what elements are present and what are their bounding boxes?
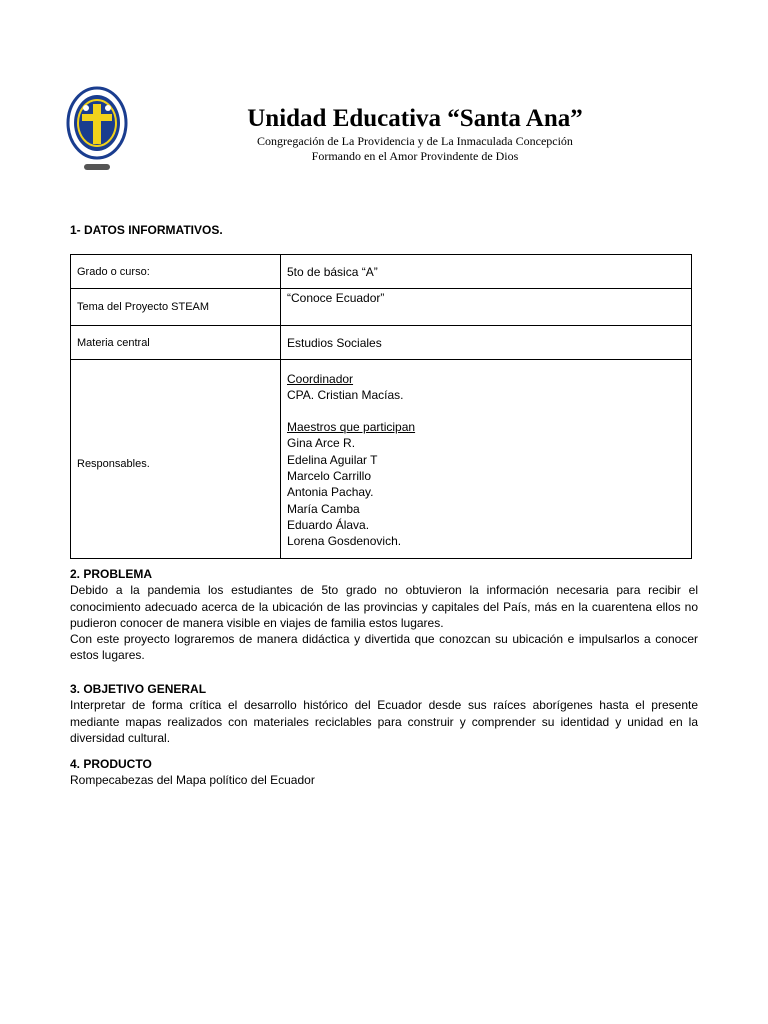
row-value: 5to de básica “A” (281, 255, 692, 289)
table-row (71, 255, 692, 289)
section-title-datos: 1- DATOS INFORMATIVOS. (70, 223, 223, 237)
row-label: Tema del Proyecto STEAM (71, 289, 281, 326)
school-logo (66, 86, 128, 176)
maestros-heading: Maestros que participan (287, 420, 416, 435)
responsables-value (281, 360, 692, 559)
motto-subtitle: Formando en el Amor Provindente de Dios (311, 149, 519, 163)
coordinador-heading: Coordinador (287, 371, 354, 386)
problema-paragraph-2: Con este proyecto lograremos de manera didáctica y divertida que conozcan su ubicación e impulsarlos a conocer estos lugares. (70, 632, 698, 663)
list-item: Antonia Pachay. (287, 485, 374, 500)
table-row (71, 326, 692, 360)
coordinador-name: CPA. Cristian Macías. (287, 387, 404, 402)
row-label: Materia central (71, 326, 281, 360)
document-header (160, 104, 670, 164)
section-title-problema: 2. PROBLEMA (70, 567, 153, 581)
table-row (71, 360, 692, 559)
congregation-subtitle: Congregación de La Providencia y de La Inmaculada Concepción (257, 134, 573, 148)
list-item: Marcelo Carrillo (287, 469, 372, 483)
section-title-objetivo: 3. OBJETIVO GENERAL (70, 682, 207, 696)
row-label: Grado o curso: (71, 255, 281, 289)
list-item: Gina Arce R. (287, 436, 356, 451)
section-producto (70, 756, 698, 789)
responsables-label: Responsables. (71, 360, 281, 559)
list-item: Eduardo Álava. (287, 517, 370, 532)
section-problema (70, 566, 698, 664)
list-item: María Camba (287, 501, 360, 516)
info-table (70, 254, 692, 559)
row-value: Estudios Sociales (281, 326, 692, 360)
producto-paragraph: Rompecabezas del Mapa político del Ecuador (70, 773, 315, 788)
school-name: Unidad Educativa “Santa Ana” (247, 105, 583, 132)
row-value: “Conoce Ecuador” (281, 289, 692, 326)
section-objetivo (70, 681, 698, 746)
list-item: Lorena Gosdenovich. (287, 534, 402, 549)
list-item: Edelina Aguilar T (287, 452, 378, 467)
section-title-producto: 4. PRODUCTO (70, 757, 152, 771)
objetivo-paragraph: Interpretar de forma crítica el desarrollo histórico del Ecuador desde sus raíces aborígenes hasta el presente mediante mapas realizados con materiales reciclables para construir y comprender su identidad y unidad en la diversidad cultural. (70, 698, 698, 745)
problema-paragraph-1: Debido a la pandemia los estudiantes de 5to grado no obtuvieron la información necesaria para recibir el conocimiento adecuado acerca de la ubicación de las provincias y capitales del País, más en la cuarentena ellos no pudieron conocer de manera visible en viajes de familia estos lugares. (70, 583, 698, 630)
table-row (71, 289, 692, 326)
